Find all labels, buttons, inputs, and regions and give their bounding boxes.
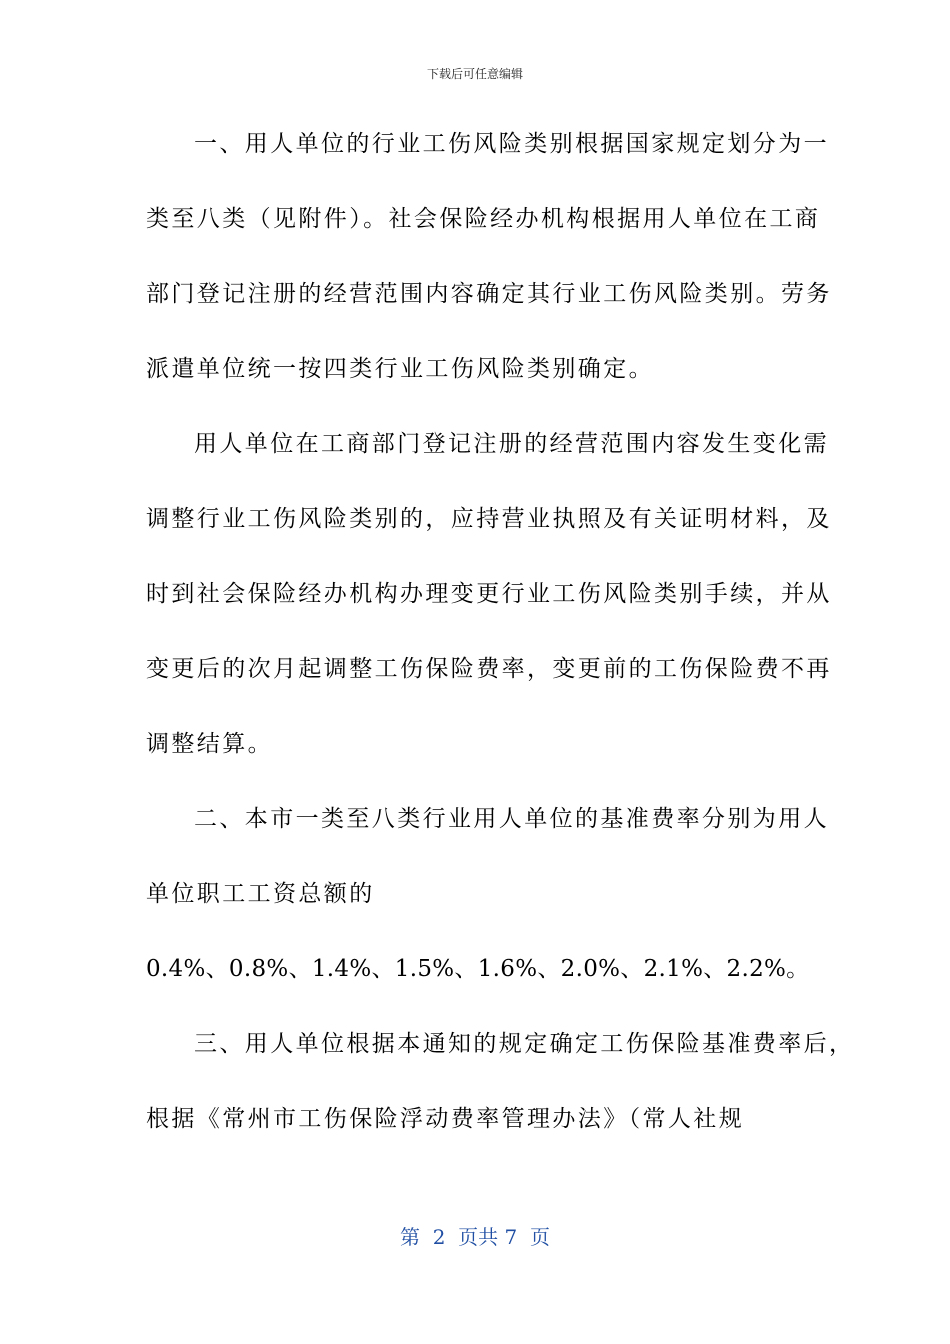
body-line: 调整行业工伤风险类别的，应持营业执照及有关证明材料，及 [146,506,832,532]
body-line: 类至八类（见附件）。社会保险经办机构根据用人单位在工商 [146,206,821,232]
body-line: 派遣单位统一按四类行业工伤风险类别确定。 [146,356,654,382]
document-body [146,127,855,1177]
body-line: 根据《常州市工伤保险浮动费率管理办法》（常人社规 [146,1106,745,1132]
body-line: 调整结算。 [146,731,273,757]
body-line: 三、用人单位根据本通知的规定确定工伤保险基准费率后， [194,1031,855,1057]
body-line: 用人单位在工商部门登记注册的经营范围内容发生变化需 [194,431,829,457]
body-line: 一、用人单位的行业工伤风险类别根据国家规定划分为一 [194,131,829,157]
page-number: 第 2 页共 7 页 [400,1225,550,1249]
body-line: 时到社会保险经办机构办理变更行业工伤风险类别手续，并从 [146,581,832,607]
body-line: 部门登记注册的经营范围内容确定其行业工伤风险类别。劳务 [146,281,832,307]
body-line: 0.4%、0.8%、1.4%、1.5%、1.6%、2.0%、2.1%、2.2%。 [146,956,810,982]
body-line: 变更后的次月起调整工伤保险费率，变更前的工伤保险费不再 [146,656,832,682]
body-line: 二、本市一类至八类行业用人单位的基准费率分别为用人 [194,806,829,832]
header-note: 下载后可任意编辑 [426,67,523,81]
body-line: 单位职工工资总额的 [146,881,375,907]
